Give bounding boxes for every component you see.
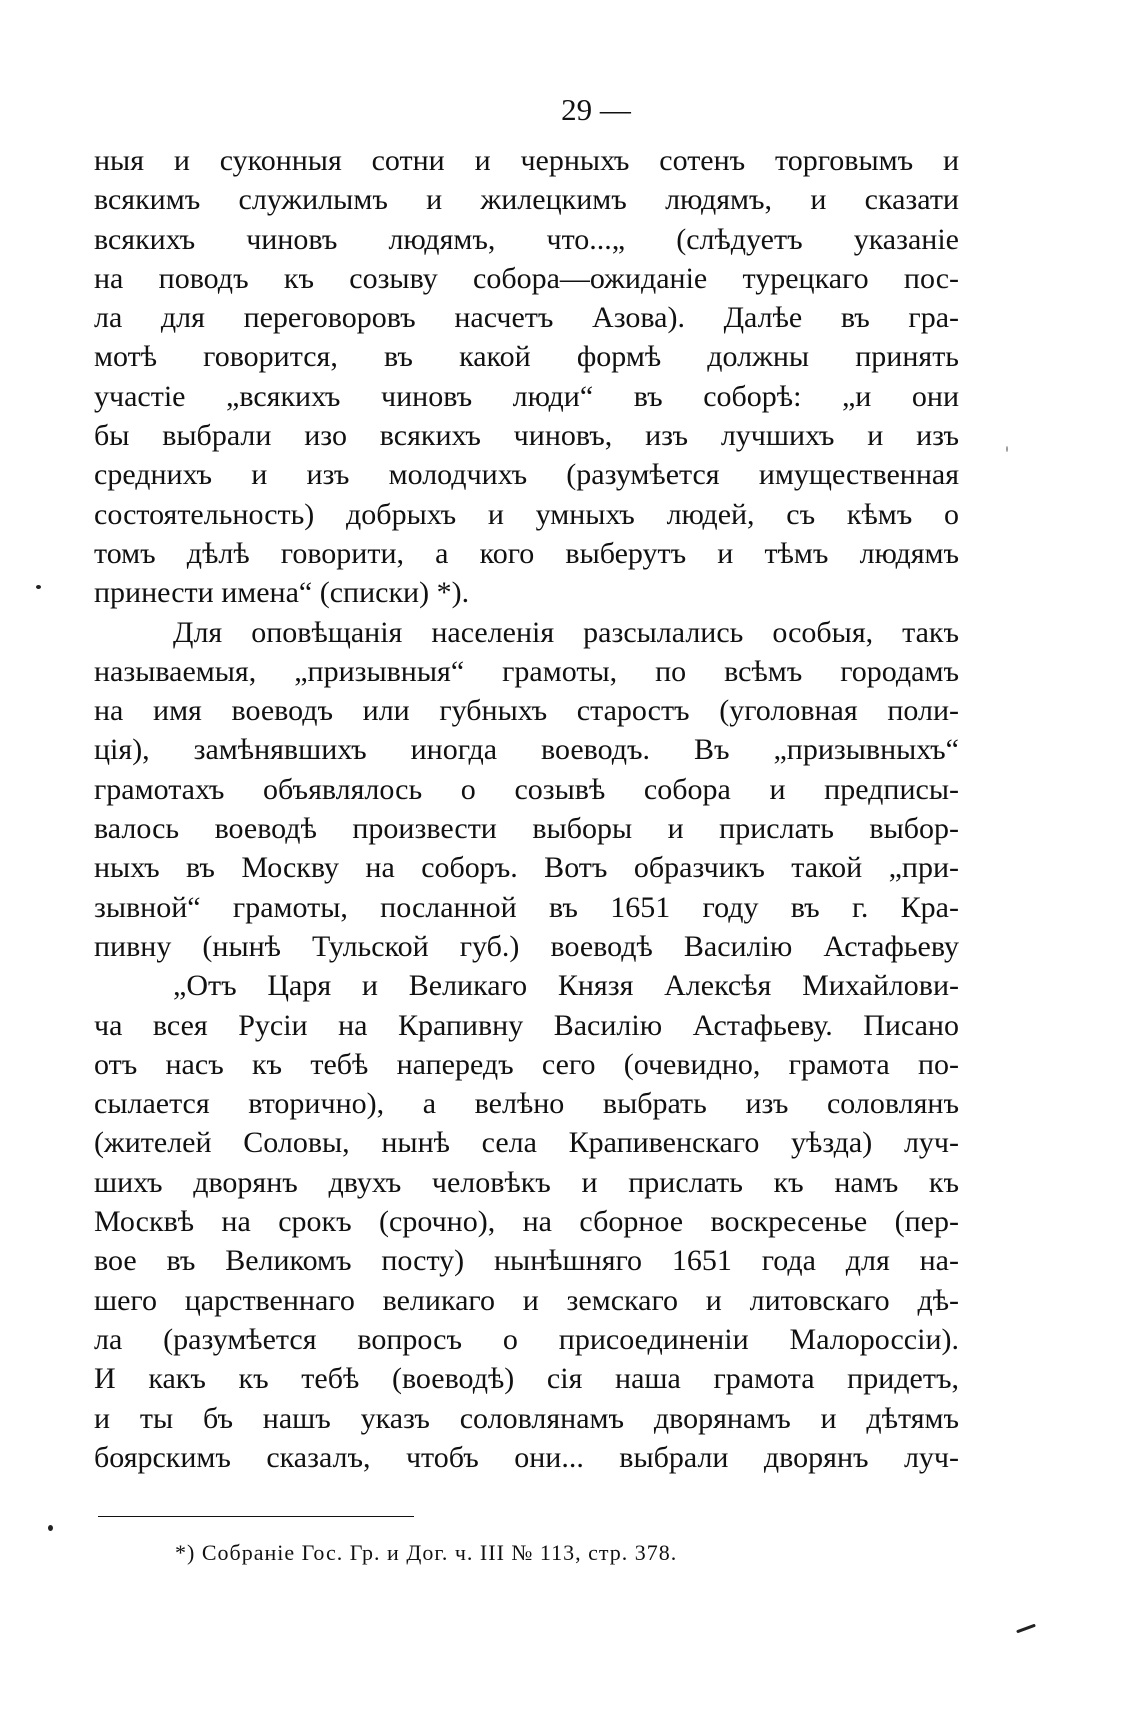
margin-speck bbox=[1006, 446, 1008, 452]
text-line: зывной“ грамоты, посланной въ 1651 году въ г. Кра- bbox=[94, 890, 959, 924]
text-line: (жителей Соловы, нынѣ села Крапивенскаго уѣзда) луч- bbox=[94, 1126, 959, 1160]
text-line: на поводъ къ созыву собора—ожиданіе турецкаго пос- bbox=[94, 261, 959, 295]
text-line: И какъ къ тебѣ (воеводѣ) сія наша грамота придетъ, bbox=[94, 1362, 959, 1396]
text-line: участіе „всякихъ чиновъ люди“ въ соборѣ: „и они bbox=[94, 379, 959, 413]
text-line: шихъ дворянъ двухъ человѣкъ и прислать къ намъ къ bbox=[94, 1165, 959, 1199]
text-line: состоятельность) добрыхъ и умныхъ людей, съ кѣмъ о bbox=[94, 497, 959, 531]
text-line: шего царственнаго великаго и земскаго и литовскаго дѣ- bbox=[94, 1283, 959, 1317]
text-line: бы выбрали изо всякихъ чиновъ, изъ лучшихъ и изъ bbox=[94, 419, 959, 453]
paragraph-start-line: „Отъ Царя и Великаго Князя Алексѣя Михайлови- bbox=[173, 969, 959, 1003]
text-line: Москвѣ на срокъ (срочно), на сборное воскресенье (пер- bbox=[94, 1205, 959, 1239]
text-line: ныхъ въ Москву на соборъ. Вотъ образчикъ такой „при- bbox=[94, 851, 959, 885]
text-line: всякихъ чиновъ людямъ, что...„ (слѣдуетъ указаніе bbox=[94, 222, 959, 256]
paragraph-start-line: Для оповѣщанія населенія разсылались особыя, такъ bbox=[173, 615, 959, 649]
text-line: вое въ Великомъ посту) нынѣшняго 1651 года для на- bbox=[94, 1244, 959, 1278]
text-line: отъ насъ къ тебѣ напередъ сего (очевидно, грамота по- bbox=[94, 1047, 959, 1081]
page-number bbox=[0, 90, 1140, 130]
text-line: ла (разумѣется вопросъ о присоединеніи Малороссіи). bbox=[94, 1322, 959, 1356]
body-text bbox=[94, 141, 959, 1477]
text-line: грамотахъ объявлялось о созывѣ собора и предписы- bbox=[94, 772, 959, 806]
text-line: принести имена“ (списки) *). bbox=[94, 576, 470, 610]
text-line: ча всея Русіи на Крапивну Василію Астафьеву. Писано bbox=[94, 1008, 959, 1042]
text-line: сылается вторично), а велѣно выбрать изъ соловлянъ bbox=[94, 1087, 959, 1121]
text-line: и ты бъ нашъ указъ соловлянамъ дворянамъ и дѣтямъ bbox=[94, 1401, 959, 1435]
margin-speck bbox=[36, 585, 41, 589]
text-line: всякимъ служилымъ и жилецкимъ людямъ, и сказати bbox=[94, 183, 959, 217]
text-line: ныя и суконныя сотни и черныхъ сотенъ торговымъ и bbox=[94, 144, 959, 177]
text-line: ла для переговоровъ насчетъ Азова). Далѣе въ гра- bbox=[94, 301, 959, 335]
footnote-rule bbox=[98, 1516, 414, 1517]
footnote: *) Собраніе Гос. Гр. и Дог. ч. III № 113, стр. 378. bbox=[175, 1540, 678, 1565]
margin-speck bbox=[1016, 1624, 1036, 1634]
text-line: называемыя, „призывныя“ грамоты, по всѣмъ городамъ bbox=[94, 654, 959, 688]
text-line: боярскимъ сказалъ, чтобъ они... выбрали дворянъ луч- bbox=[94, 1440, 959, 1474]
page-number-text: 29 — bbox=[561, 92, 631, 127]
text-line: ція), замѣнявшихъ иногда воеводъ. Въ „призывныхъ“ bbox=[94, 733, 959, 767]
text-line: валось воеводѣ произвести выборы и прислать выбор- bbox=[94, 812, 959, 846]
text-line: среднихъ и изъ молодчихъ (разумѣется имущественная bbox=[94, 458, 959, 492]
text-line: пивну (нынѣ Тульской губ.) воеводѣ Василію Астафьеву bbox=[94, 929, 959, 963]
text-line: мотѣ говорится, въ какой формѣ должны принять bbox=[94, 340, 959, 374]
text-line: на имя воеводъ или губныхъ старостъ (уголовная поли- bbox=[94, 694, 959, 728]
margin-speck bbox=[48, 1525, 53, 1531]
text-line: томъ дѣлѣ говорити, а кого выберутъ и тѣмъ людямъ bbox=[94, 536, 959, 570]
